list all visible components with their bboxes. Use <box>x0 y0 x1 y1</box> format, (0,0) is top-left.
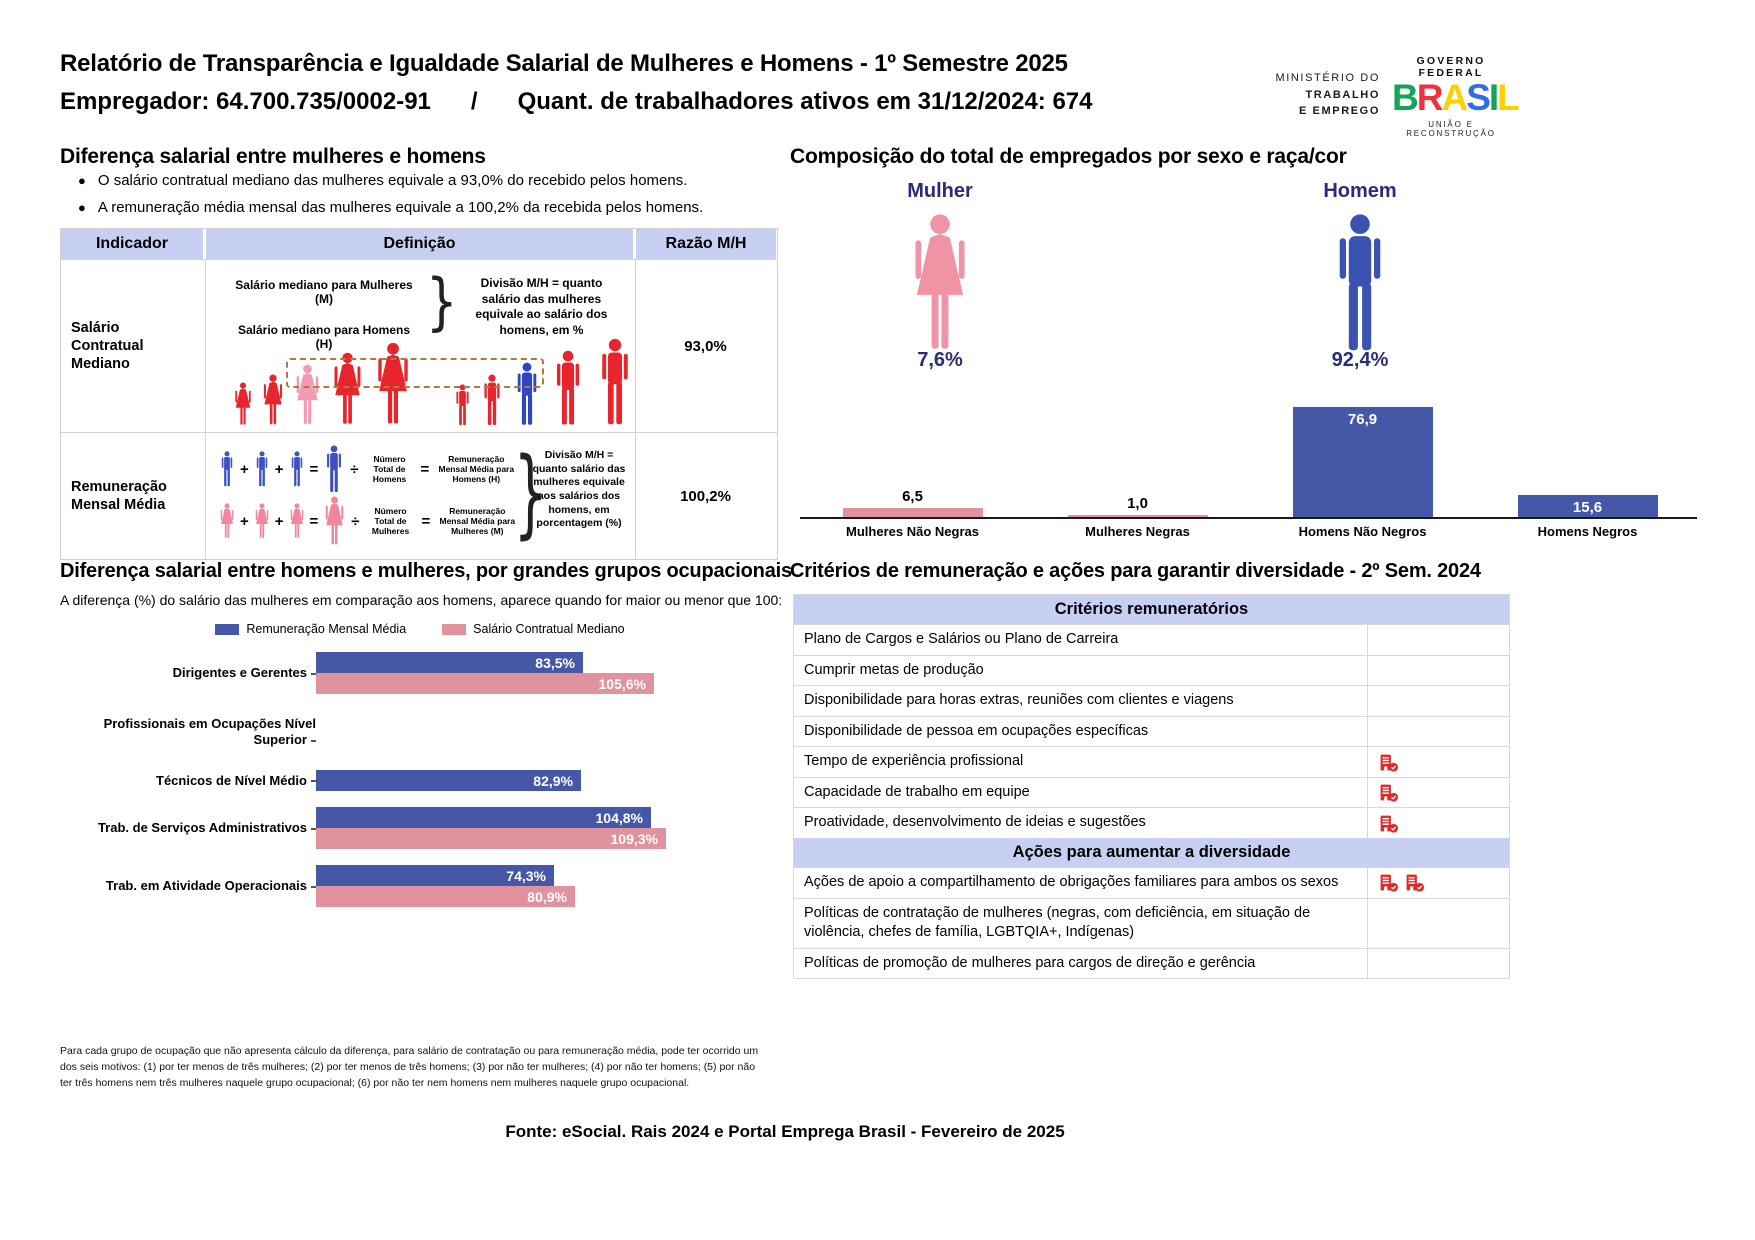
ratio-value: 100,2% <box>680 487 731 505</box>
employer-id: Empregador: 64.700.735/0002-91 <box>60 88 431 115</box>
uniao-reconstrucao-label: UNIÃO E RECONSTRUÇÃO <box>1406 119 1496 138</box>
occupational-row <box>60 770 780 791</box>
axis-tick-icon <box>311 740 316 742</box>
criteria-row <box>794 746 1509 777</box>
legend-swatch-pink <box>442 624 466 635</box>
criteria-label: Plano de Cargos e Salários ou Plano de Carreira <box>804 631 1119 647</box>
female-figure-icon <box>232 382 254 426</box>
bullet-text: A remuneração média mensal das mulheres equivale a 100,2% da recebida pelos homens. <box>97 199 704 217</box>
male-figure-icon <box>253 451 271 487</box>
section-title-occupational: Diferença salarial entre homens e mulheres, por grandes grupos ocupacionais <box>60 560 792 582</box>
occupational-bars <box>316 652 654 694</box>
bar-value-label: 109,3% <box>610 830 658 847</box>
bullet-item <box>78 199 703 217</box>
criteria-label: Disponibilidade de pessoa em ocupações específicas <box>804 722 1149 739</box>
bar-value-label: 83,5% <box>535 654 575 671</box>
criteria-icon-cell <box>1367 625 1509 655</box>
composition-bar <box>843 508 983 517</box>
division-explanation: Divisão M/H = quanto salário das mulheres equivale aos salários dos homens, em porcentagem (%) <box>532 449 626 530</box>
plus-sign: + <box>274 512 284 530</box>
criteria-icon-cell <box>1367 778 1509 808</box>
median-women-label: Salário mediano para Mulheres (M) <box>235 278 413 306</box>
company-check-icon <box>1378 873 1399 892</box>
separator: / <box>470 88 478 115</box>
female-figure-icon <box>288 503 306 539</box>
bar-value-label: 80,9% <box>527 888 567 905</box>
brace-glyph: } <box>425 265 458 338</box>
median-men-label: Salário mediano para Homens (H) <box>237 323 411 351</box>
occupational-row <box>60 807 780 849</box>
criteria-row <box>794 807 1509 838</box>
col-header-definicao: Definição <box>206 229 636 259</box>
median-highlight-box <box>286 358 544 388</box>
occupational-bar <box>316 828 666 849</box>
ministry-line: E EMPREGO <box>1298 105 1380 117</box>
section-title-salary-diff: Diferença salarial entre mulheres e homens <box>60 145 486 168</box>
occupational-category-label: Técnicos de Nível Médio <box>60 773 316 789</box>
composition-bar-area <box>800 390 1700 517</box>
criteria-label: Tempo de experiência profissional <box>804 753 1024 770</box>
brasil-letter: L <box>1497 77 1518 118</box>
equals-sign: = <box>309 460 319 478</box>
criteria-row <box>794 867 1509 898</box>
active-workers-count: Quant. de trabalhadores ativos em 31/12/2024: 674 <box>517 88 1093 115</box>
brasil-wordmark <box>1392 77 1518 118</box>
occupational-category-label: Trab. de Serviços Administrativos <box>60 820 316 836</box>
criteria-icon-cell <box>1367 949 1509 979</box>
criteria-row <box>794 948 1509 979</box>
company-check-icon <box>1378 783 1399 802</box>
company-check-icon <box>1404 873 1425 892</box>
ministry-line: TRABALHO <box>1305 88 1380 101</box>
table-row <box>61 432 777 559</box>
criteria-row <box>794 716 1509 747</box>
female-figure-icon <box>260 374 286 426</box>
women-divisor-label: Número Total de Mulheres <box>371 505 410 537</box>
bar-value-label: 82,9% <box>533 772 573 789</box>
salary-diff-bullets <box>78 172 703 226</box>
governo-federal-label: GOVERNO FEDERAL <box>1416 55 1486 79</box>
female-figure-icon <box>218 503 236 539</box>
criteria-label: Disponibilidade para horas extras, reuniões com clientes e viagens <box>804 692 1234 709</box>
report-subtitle <box>60 88 1093 116</box>
criteria-icon-cell <box>1367 686 1509 716</box>
legend-swatch-blue <box>215 624 239 635</box>
male-figure-icon <box>593 338 637 426</box>
col-header-indicador: Indicador <box>61 229 206 259</box>
occupational-category-label: Profissionais em Ocupações Nível Superior <box>103 716 316 747</box>
criteria-label: Políticas de promoção de mulheres para cargos de direção e gerência <box>804 954 1256 971</box>
equals-sign: = <box>421 512 431 530</box>
criteria-table <box>793 594 1510 979</box>
criteria-row <box>794 655 1509 686</box>
occupational-row <box>60 652 780 694</box>
equals-sign: = <box>309 512 319 530</box>
men-result-label: Remuneração Mensal Média para Homens (H) <box>438 453 515 485</box>
bar-category-label: Mulheres Negras <box>1085 524 1190 539</box>
criteria-icon-cell <box>1367 899 1509 948</box>
occupational-bars <box>316 770 581 791</box>
criteria-row <box>794 624 1509 655</box>
occupational-bar <box>316 652 583 673</box>
man-icon <box>1325 213 1395 353</box>
woman-icon <box>905 213 975 353</box>
indicator-name: Salário Contratual Mediano <box>61 260 206 432</box>
plus-sign: + <box>240 460 249 478</box>
composition-bar-slot <box>1025 390 1250 517</box>
legend-item <box>442 622 624 636</box>
definition-cell <box>206 260 636 432</box>
occupational-bars <box>316 807 666 849</box>
occupational-row <box>60 865 780 907</box>
equals-sign: = <box>420 460 430 478</box>
report-title: Relatório de Transparência e Igualdade Salarial de Mulheres e Homens - 1º Semestre 2025 <box>60 50 1068 77</box>
plus-sign: + <box>240 512 249 530</box>
composition-bar-slot <box>1250 390 1475 517</box>
male-figure-icon <box>452 384 473 426</box>
ministry-line: MINISTÉRIO DO <box>1275 72 1380 84</box>
criteria-row <box>794 777 1509 808</box>
col-header-razao: Razão M/H <box>636 229 776 259</box>
criteria-icon-cell <box>1367 747 1509 777</box>
brasil-letter: R <box>1416 77 1442 118</box>
female-percentage: 7,6% <box>917 349 963 371</box>
criteria-section-header: Ações para aumentar a diversidade <box>794 838 1509 867</box>
criteria-row <box>794 898 1509 948</box>
brasil-letter: I <box>1488 77 1498 118</box>
occupational-category-label: Trab. em Atividade Operacionais <box>60 878 316 894</box>
legend-label: Salário Contratual Mediano <box>473 622 625 636</box>
brasil-letter: S <box>1466 77 1489 118</box>
criteria-icon-cell <box>1367 656 1509 686</box>
section-title-criteria: Critérios de remuneração e ações para garantir diversidade - 2º Sem. 2024 <box>790 560 1481 582</box>
female-figure-icon <box>253 503 271 539</box>
bar-category-label: Homens Não Negros <box>1298 524 1427 539</box>
male-percentage: 92,4% <box>1331 349 1389 371</box>
governo-federal-logo <box>1392 55 1518 138</box>
male-group-label: Homem <box>1323 180 1397 202</box>
bar-value-label: 1,0 <box>1127 495 1148 512</box>
chart-footnote: Para cada grupo de ocupação que não apresenta cálculo da diferença, para salário de contratação ou para remuneração média, pode ter ocorrido um dos seis motivos: (1) por ter menos de três mulheres; (2) por ter menos de três homens; (3) por não ter mulheres; (4) por não ter homens; (5) por não ter três homens nem três mulheres naquele grupo ocupacional; (6) por não ter nem homens nem mulheres naquele grupo ocupacional. <box>60 1045 759 1089</box>
criteria-section-header: Critérios remuneratórios <box>794 595 1509 624</box>
composition-category-labels <box>800 524 1700 539</box>
bar-category-label: Mulheres Não Negras <box>846 524 979 539</box>
occupational-row <box>60 710 780 754</box>
brasil-letter: B <box>1392 77 1417 118</box>
bullet-item <box>78 172 703 190</box>
bullet-text: O salário contratual mediano das mulheres equivale a 93,0% do recebido pelos homens. <box>97 172 688 189</box>
occupational-bar <box>316 770 581 791</box>
composition-x-axis <box>800 517 1697 519</box>
section-title-composition: Composição do total de empregados por sexo e raça/cor <box>790 145 1347 168</box>
occupational-chart <box>60 652 780 923</box>
male-figure-icon <box>549 350 587 426</box>
source-footer: Fonte: eSocial. Rais 2024 e Portal Emprega Brasil - Fevereiro de 2025 <box>505 1122 1065 1141</box>
women-result-label: Remuneração Mensal Média para Mulheres (M) <box>439 505 516 537</box>
definition-cell <box>206 433 636 559</box>
division-explanation: Divisão M/H = quanto salário das mulheres equivale ao salário dos homens, em % <box>475 276 608 337</box>
composition-bar-slot <box>1475 390 1700 517</box>
company-check-icon <box>1378 814 1399 833</box>
legend-item <box>215 622 406 636</box>
male-figure-icon <box>322 445 346 493</box>
company-check-icon <box>1378 753 1399 772</box>
bar-value-label: 105,6% <box>598 675 646 692</box>
divide-sign: ÷ <box>351 512 360 530</box>
occupational-category-label: Dirigentes e Gerentes <box>60 665 316 681</box>
bar-value-label: 76,9 <box>1347 411 1378 428</box>
criteria-label: Cumprir metas de produção <box>804 661 984 678</box>
criteria-icon-cell <box>1367 868 1509 898</box>
bar-value-label: 74,3% <box>506 867 546 884</box>
divide-sign: ÷ <box>350 460 359 478</box>
female-group-label: Mulher <box>907 180 973 202</box>
composition-bar-slot <box>800 390 1025 517</box>
criteria-icon-cell <box>1367 717 1509 747</box>
bar-value-label: 15,6 <box>1572 499 1603 516</box>
criteria-icon-cell <box>1367 808 1509 838</box>
men-divisor-label: Número Total de Homens <box>372 453 407 485</box>
bar-value-label: 104,8% <box>595 809 643 826</box>
criteria-label: Capacidade de trabalho em equipe <box>804 783 1030 800</box>
criteria-row <box>794 685 1509 716</box>
criteria-label: Proatividade, desenvolvimento de ideias e sugestões <box>804 814 1146 831</box>
criteria-label: Ações de apoio a compartilhamento de obrigações familiares para ambos os sexos <box>804 873 1339 890</box>
occupational-bar <box>316 886 575 907</box>
table-row <box>61 259 777 432</box>
ministry-logo <box>1230 70 1380 120</box>
composition-bar <box>1518 495 1658 517</box>
brace-glyph: } <box>513 437 548 549</box>
indicator-table-header <box>61 229 777 259</box>
bar-value-label: 6,5 <box>902 488 923 505</box>
male-figure-icon <box>288 451 306 487</box>
bullet-icon: ● <box>78 200 86 216</box>
bar-category-label: Homens Negros <box>1537 524 1638 539</box>
chart-legend <box>60 622 780 636</box>
occupational-subtitle: A diferença (%) do salário das mulheres em comparação aos homens, aparece quando for maior ou menor que 100: <box>60 592 783 608</box>
female-figure-icon <box>322 496 347 546</box>
indicator-table <box>60 228 778 560</box>
indicator-name: Remuneração Mensal Média <box>61 433 206 559</box>
plus-sign: + <box>274 460 284 478</box>
occupational-bars <box>316 865 575 907</box>
male-figure-icon <box>218 451 236 487</box>
criteria-label: Políticas de contratação de mulheres (negras, com deficiência, em situação de violência, chefes de família, LGBTQIA+, Indígenas) <box>804 904 1311 941</box>
occupational-bar <box>316 865 554 886</box>
legend-label: Remuneração Mensal Média <box>246 622 407 636</box>
ratio-value: 93,0% <box>684 337 727 355</box>
brasil-letter: A <box>1441 77 1467 118</box>
composition-bar <box>1293 407 1433 517</box>
occupational-bar <box>316 807 651 828</box>
occupational-bar <box>316 673 654 694</box>
bullet-icon: ● <box>78 173 86 188</box>
